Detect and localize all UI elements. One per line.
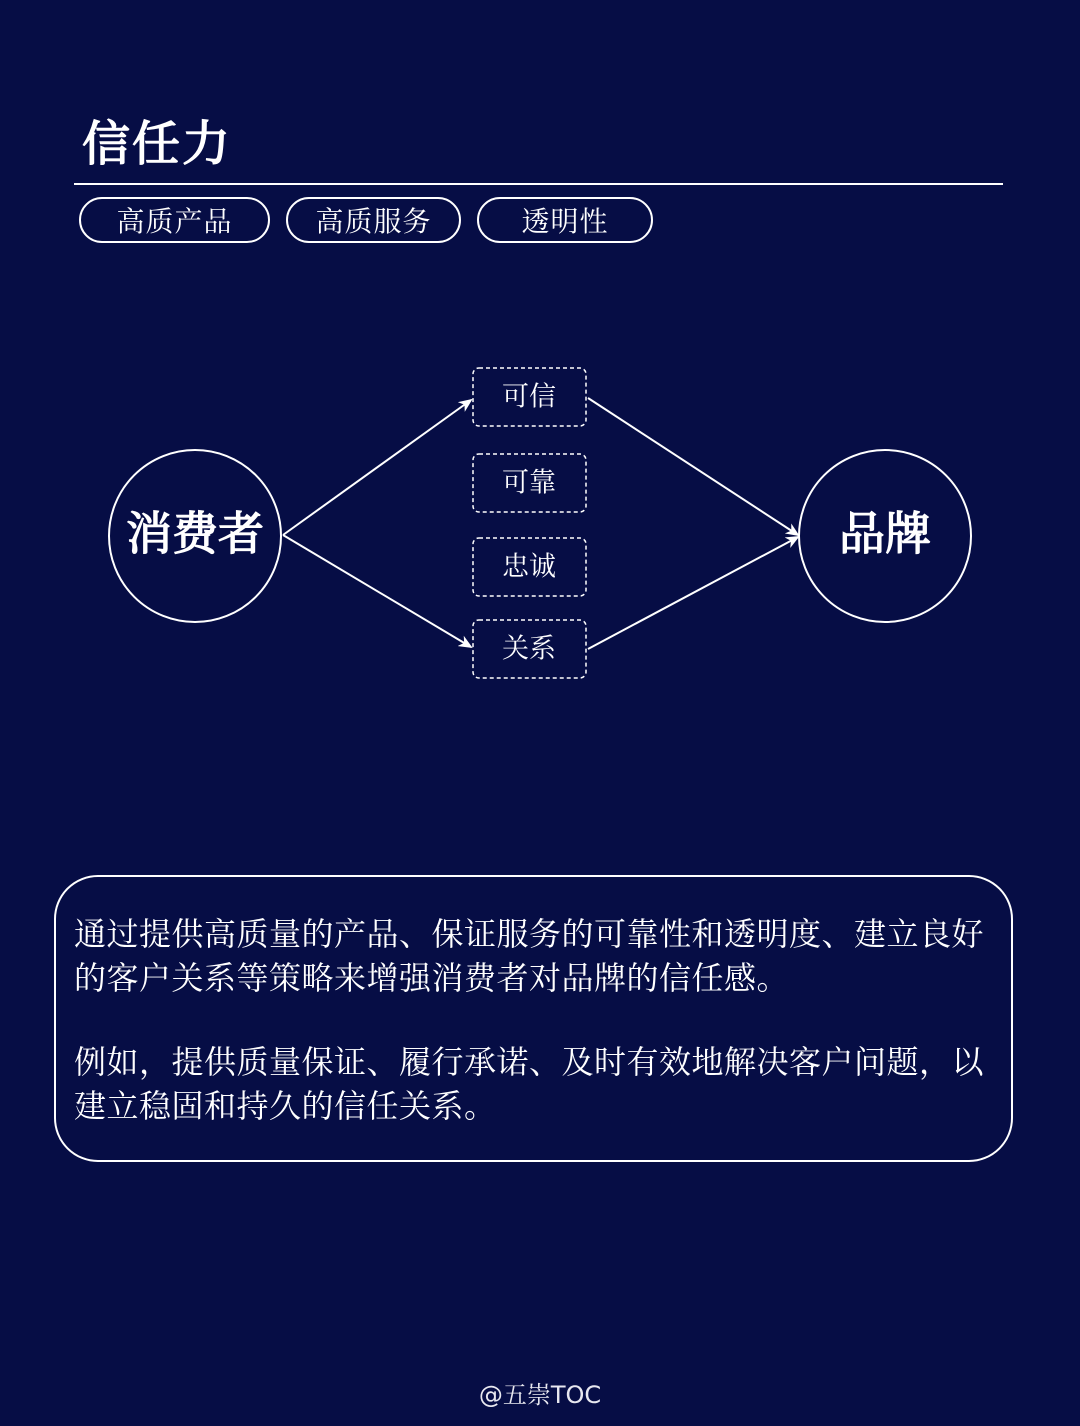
arrow-consumer-to-relationship (283, 535, 471, 647)
page-title: 信任力 (82, 116, 233, 172)
consumer-label: 消费者 (126, 506, 264, 561)
tag-quality-service: 高质服务 (286, 197, 461, 243)
author-credit: @五崇TOC (478, 1381, 602, 1409)
attribute-label: 关系 (502, 633, 556, 665)
attribute-label: 可信 (502, 381, 556, 413)
consumer-node (109, 450, 281, 622)
attribute-box-reliable (473, 454, 586, 512)
arrow-trustworthy-to-brand (588, 398, 798, 535)
brand-node (799, 450, 971, 622)
attribute-box-relationship (473, 620, 586, 678)
attribute-box-trustworthy (473, 368, 586, 426)
description-paragraph-2: 例如，提供质量保证、履行承诺、及时有效地解决客户问题，以建立稳固和持久的信任关系。 (74, 1043, 985, 1125)
description-paragraph-1: 通过提供高质量的产品、保证服务的可靠性和透明度、建立良好的客户关系等策略来增强消费者对品牌的信任感。 (74, 915, 985, 997)
arrow-relationship-to-brand (588, 537, 798, 649)
attribute-label: 忠诚 (502, 551, 556, 583)
arrow-consumer-to-trustworthy (283, 400, 471, 535)
tag-transparency: 透明性 (477, 197, 653, 243)
attribute-label: 可靠 (502, 467, 556, 499)
tag-quality-products: 高质产品 (79, 197, 270, 243)
attribute-box-loyal (473, 538, 586, 596)
brand-label: 品牌 (839, 506, 931, 561)
